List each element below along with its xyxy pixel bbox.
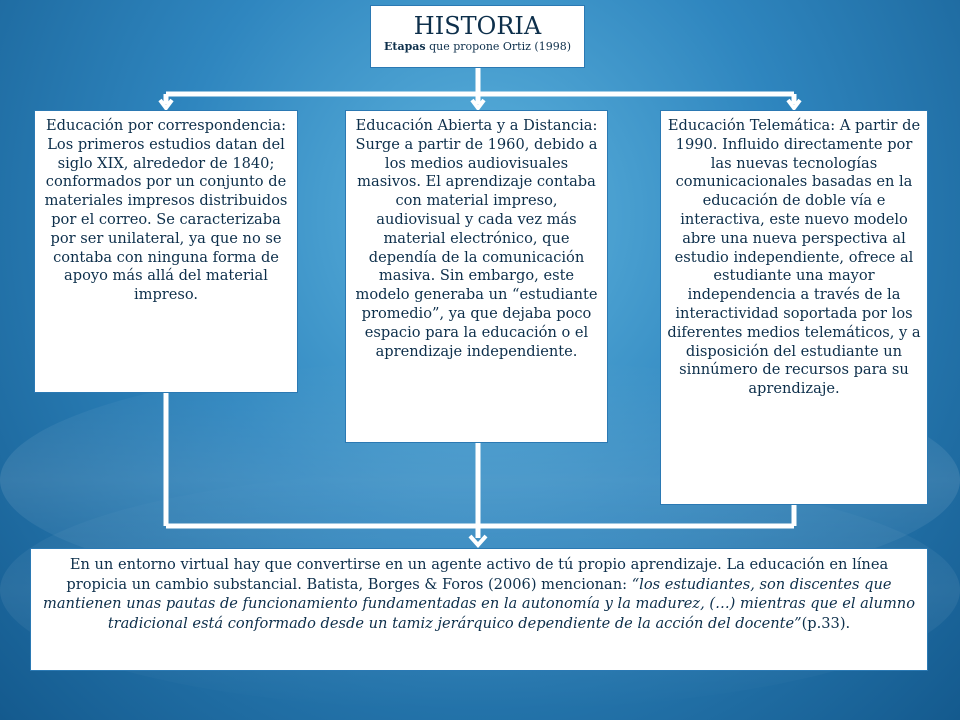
conclusion-quote: “los estudiantes, son discentes que mantienen unas pautas de funcionamiento fundamentadas en la autonomía y la madurez, (…) mientras que el alumno tradicional está conformado desde un tamiz jerárquico dependiente de la acción del docente”: [43, 575, 915, 632]
stage-box-telematic: [660, 110, 928, 505]
title-subtitle: [375, 40, 580, 54]
subtitle-bold: Etapas: [383, 40, 426, 53]
stage-text: Educación Abierta y a Distancia: Surge a partir de 1960, debido a los medios audiovisuales masivos. El aprendizaje contaba con material impreso, audiovisual y cada vez más material electrónico, que dependía de la comunicación masiva. Sin embargo, este modelo generaba un “estudiante promedio”, ya que dejaba poco espacio para la educación o el aprendizaje independiente.: [355, 117, 598, 360]
conclusion-text: En un entorno virtual hay que convertirse en un agente activo de tú propio aprendizaje. La educación en línea propicia un cambio substancial. Batista, Borges & Foros (2006) mencionan:: [66, 556, 889, 593]
conclusion-citation: (p.33).: [801, 614, 851, 632]
page-title: HISTORIA: [413, 12, 542, 40]
stage-text: Educación Telemática: A partir de 1990. Influido directamente por las nuevas tecnologías comunicacionales basadas en la educación de doble vía e interactiva, este nuevo modelo abre una nueva perspectiva al estudio independiente, ofrece al estudiante una mayor independencia a través de la interactividad soportada por los diferentes medios telemáticos, y a disposición del estudiante un sinnúmero de recursos para su aprendizaje.: [667, 117, 921, 398]
stage-box-open-distance: [345, 110, 608, 443]
conclusion-box: [30, 548, 928, 671]
stage-box-correspondence: [34, 110, 298, 393]
title-box: [370, 5, 585, 68]
subtitle-rest: que propone Ortiz (1998): [429, 40, 571, 53]
stage-text: Educación por correspondencia: Los primeros estudios datan del siglo XIX, alrededor de 1840; conformados por un conjunto de materiales impresos distribuidos por el correo. Se caracterizaba por ser unilateral, ya que no se contaba con ninguna forma de apoyo más allá del material impreso.: [44, 117, 288, 304]
